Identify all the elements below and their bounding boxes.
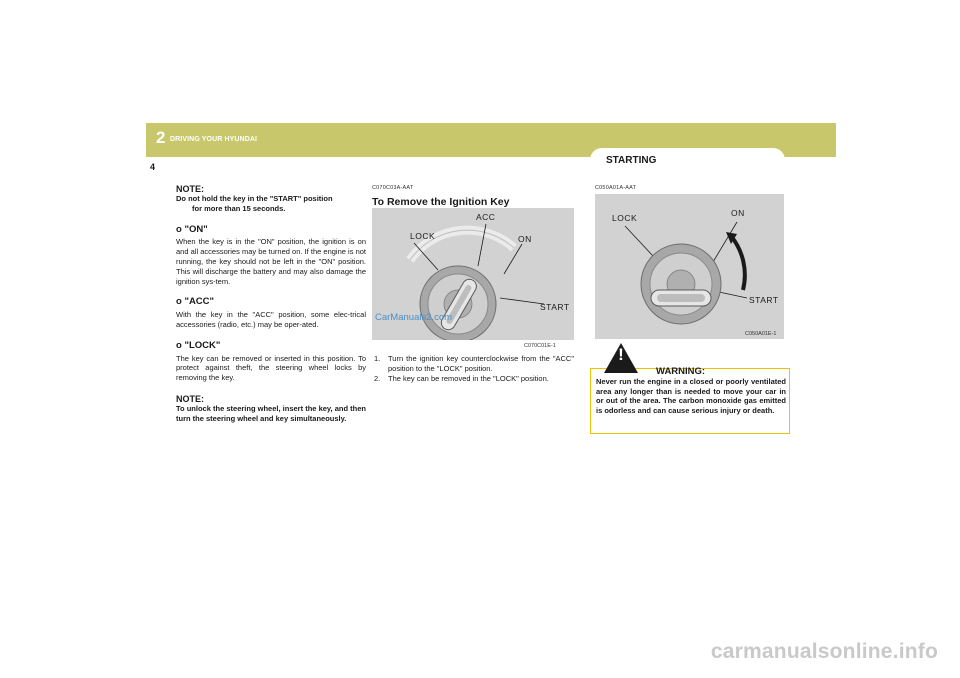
remove-key-steps [372,354,574,383]
note-text [176,194,366,214]
warning-title: WARNING: [656,366,706,377]
figure-code: C050A01E-1 [745,331,777,337]
remove-key-title: To Remove the Ignition Key [372,195,510,208]
figure-label-start: START [749,295,779,305]
list-item [372,354,574,374]
ignition-figure-2 [595,194,784,339]
section-code: C070C03A-AAT [372,185,414,191]
step-text: The key can be removed in the "LOCK" position. [388,373,549,383]
footer [0,640,960,664]
step-number: 2. [374,373,381,383]
figure-label-start: START [540,302,570,312]
steps-list [372,354,574,383]
figure-label-on: ON [518,234,532,244]
acc-heading: o "ACC" [176,296,215,308]
step-number: 1. [374,354,381,363]
chapter-title: DRIVING YOUR HYUNDAI [170,136,258,143]
step-text: Turn the ignition key counterclockwise from the "ACC" position to the "LOCK" position. [388,354,574,373]
lock-text: The key can be removed or inserted in this position. To protect against theft, the steering wheel locks by removing the key. [176,353,366,383]
figure-code: C070C01E-1 [524,343,556,349]
figure-label-on: ON [731,208,745,218]
section-code: C050A01A-AAT [595,185,637,191]
section-title: STARTING [606,155,657,166]
list-item [372,374,574,384]
chapter-number: 2 [156,128,166,147]
note2-title: NOTE: [176,393,204,404]
note2-text: To unlock the steering wheel, insert the key, and then turn the steering wheel and key simultaneously. [176,403,366,423]
note-line: for more than 15 seconds. [192,203,286,213]
figure-label-lock: LOCK [612,213,638,223]
exclamation-icon: ! [618,345,624,364]
column-ignition-positions [176,184,366,424]
warning-text: Never run the engine in a closed or poorly ventilated area any longer than is needed to move your car in or out of the area. The carbon monoxide gas emitted is odorless and can cause serious injury or death. [596,377,786,416]
page-number: 4 [150,162,156,172]
figure-label-acc: ACC [476,212,496,222]
note-title: NOTE: [176,184,204,194]
column-remove-key [372,184,574,208]
on-heading: o "ON" [176,223,208,235]
lock-heading: o "LOCK" [176,339,221,351]
footer-site-text: carmanualsonline.info [710,640,938,663]
on-text: When the key is in the "ON" position, the ignition is on and all accessories may be turned on. If the engine is not running, the key should not be left in the "ON" position. This will discharge the battery and may also damage the ignition sys-tem. [176,237,366,286]
figure-label-lock: LOCK [410,231,436,241]
note-line: Do not hold the key in the "START" position [176,194,333,203]
watermark-text: CarManuals2.com [375,312,453,323]
acc-text: With the key in the "ACC" position, some elec-trical accessories (radio, etc.) may be oper-ated. [176,310,366,329]
column-starting [595,184,784,194]
